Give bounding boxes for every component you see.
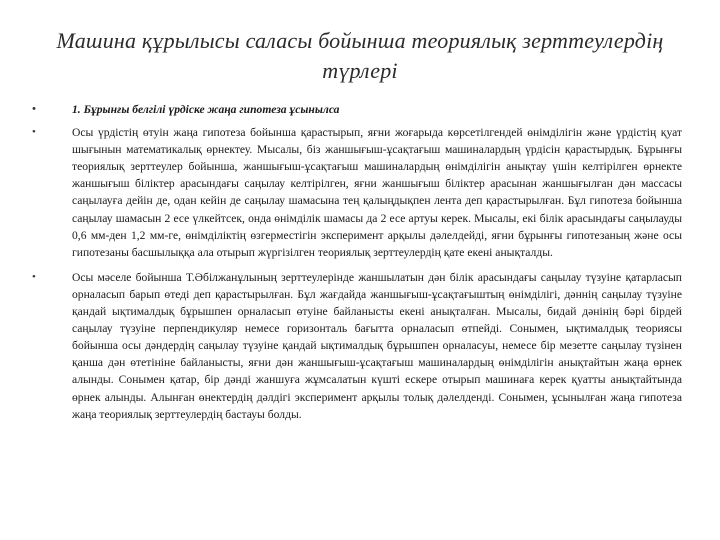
bullet-text: 1. Бұрынғы белгілі үрдіске жаңа гипотеза ұсынылса — [72, 103, 340, 116]
bullet-item — [32, 124, 682, 261]
bullet-text: Осы мәселе бойынша Т.Әбілжанұлының зерттеулерінде жаншылатын дән білік арасындағы саңылау түзуіне қатарласып орналасып барып өтеді деп қарастырылған. Бұл жағдайда жаншығыш-ұсақтағыштың өнімділігі, дәннің саңылау түзуіне қандай ықтималдық бұрышпен орналасып өтуіне байланысты екені анықталған. Мысалы, бидай дәнінің бәрі бірдей саңылау түзуіне перпендикуляр немесе горизонталь бағытта орналасып өтпейді. Сонымен, ықтималдық теориясы бойынша осы дәндердің саңылау түзуіне қандай ықтималдық бұрышпен орналасуы, немесе бір мезетте саңылау түзінен қанша дән өтетініне байланысты, яғни дән жаншығыш-ұсақтағыш машиналардың өнімділігін анықтайтын жаңа өрнек алынды. Сонымен қатар, бір дәнді жаншуға жұмсалатын күшті ескере отырып машинаға керек қуатты анықтайтында өрнек алынды. Алынған өнектердің дәлдігі эксперимент арқылы толық дәлелденді. Сонымен, ұсынылған жаңа гипотеза жаңа теориялық зерттеулердің бастауы болды. — [72, 270, 682, 421]
bullet-marker: • — [32, 126, 36, 139]
bullet-text: Осы үрдістің өтуін жаңа гипотеза бойынша қарастырып, яғни жоғарыда көрсетілгендей өнімділігін және үрдістің қуат шығынын математикалық өрнектеу. Мысалы, біз жаншығыш-ұсақтағыш машиналардың үрдісін қарастырдық. Бұрынғы теориялық зерттеулер бойынша, жаншығыш-ұсақтағыш машиналардың өнімділігін анықтау үшін келтірілген өрнекте жаншығыш біліктер арасындағы саңылау келтірілген, яғни жаншығыш біліктер арасынан жаншығылған дән массасы саңылауға дейін де, одан кейін де саңылау шамасына тең қалыңдықпен лента деп қарастырылған. Бұл гипотеза бойынша саңылау шамасын 2 есе үлкейтсек, онда өнімділік шамасы да 2 есе артуы керек. Мысалы, екі білік арасындағы саңылауды 0,6 мм-ден 1,2 мм-ге, өнімділіктің өзгерместігін эксперимент арқылы дәлелдейді, яғни бұрынғы гипотезаның және осы гипотезаны басшылыққа ала отырып жүргізілген теориялық зерттеулердің қате екені анықталды. — [72, 126, 682, 259]
bullet-marker: • — [32, 270, 36, 283]
bullet-item — [32, 269, 682, 423]
bullet-list — [32, 101, 682, 431]
slide-title: Машина құрылысы саласы бойынша теориялық зерттеулердің түрлері — [56, 28, 664, 83]
bullet-item-heading — [32, 101, 682, 118]
bullet-marker: • — [32, 103, 36, 115]
